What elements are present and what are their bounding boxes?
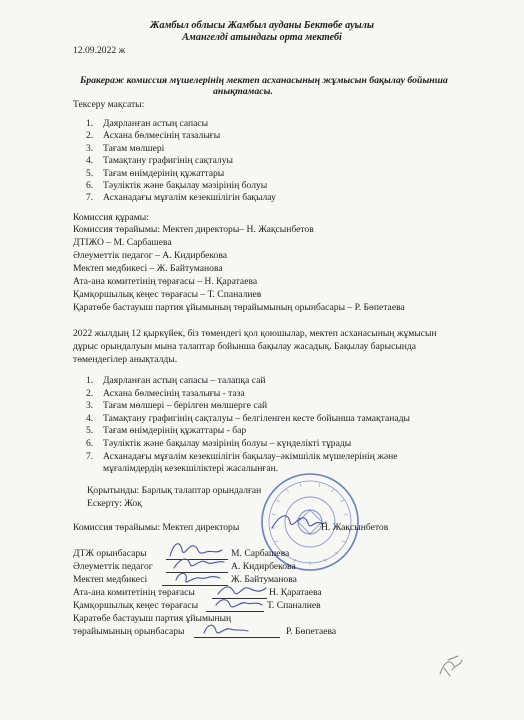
list-item: 7. Асханадағы мұғалім кезекшілігін бақылау–әкімшілік мүшелерінің және xyxy=(86,450,398,462)
signature-row-label: ДТЖ орынбасары xyxy=(73,548,147,559)
signature-row-name: Н. Қаратаева xyxy=(269,587,322,598)
list-item: 4. Тамақтану графигінің сақталуы xyxy=(86,155,233,167)
document-title-line1: Бракераж комиссия мүшелерінің мектеп асханасының жұмысын бақылау бойынша xyxy=(80,75,448,86)
signature-row-name: А. Кидирбекова xyxy=(231,561,296,572)
list-item: 4. Тамақтану графигінің сақталуы – белгіленген кесте бойынша тамақтанады xyxy=(86,412,410,424)
intro-line2: дұрыс орындалуын мына талаптар бойынша бақылау жасадық. Бақылау барысында xyxy=(73,341,417,352)
commission-member: Қаратөбе бастауыш партия ұйымының төрайымының орынбасары – Р. Бөпетаева xyxy=(73,302,405,313)
commission-member: Қамқоршылық кеңес төрағасы – Т. Спаналиев xyxy=(73,289,262,300)
intro-line3: төмендегілер анықталды. xyxy=(73,354,178,365)
list-item: 7. Асханадағы мұғалім кезекшілігін бақылау xyxy=(86,192,276,204)
chair-signature-name: Н. Жақсынбетов xyxy=(321,522,389,533)
commission-member: Әлеуметтік педагог – А. Кидирбекова xyxy=(73,250,227,261)
pen-mark-icon xyxy=(436,652,466,680)
signature-row-name: М. Сарбашева xyxy=(231,548,290,559)
school-header-line2: Амангелді атындағы орта мектебі xyxy=(182,32,342,43)
signature-icon xyxy=(200,619,252,639)
signature-row-label: Мектеп медбикесі xyxy=(73,574,148,585)
goals-list xyxy=(73,118,276,205)
school-header-line1: Жамбыл облысы Жамбыл ауданы Бектөбе ауылы xyxy=(150,20,374,31)
list-item: 5. Тағам өнімдерінің құжаттары xyxy=(86,167,225,179)
signature-last-label-line1: Қаратөбе бастауыш партия ұйымының xyxy=(73,613,232,624)
list-item: 3. Тағам мөлшері – берілген мөлшерге сай xyxy=(86,400,268,412)
list-item: 6. Тәуліктік және бақылау мәзірінің болуы – күнделікті тұрады xyxy=(86,437,352,449)
list-item: мұғалімдердің кезекшіліктері жасалынған. xyxy=(103,463,279,475)
list-item: 2. Асхана бөлмесінің тазалығы xyxy=(86,130,221,142)
signature-row-label: Әлеуметтік педагог xyxy=(73,561,153,572)
signature-icon xyxy=(212,593,266,613)
goals-heading: Тексеру мақсаты: xyxy=(73,99,145,110)
signature-row-label: Қамқоршылық кеңес төрағасы xyxy=(73,600,199,611)
findings-list xyxy=(73,375,410,476)
signature-row-name: Ж. Байтуманова xyxy=(231,574,297,585)
intro-line1: 2022 жылдың 12 қыркүйек, біз төмендегі қол қоюшылар, мектеп асханасының жұмысын xyxy=(73,328,437,339)
list-item: 1. Даярланған астың сапасы xyxy=(86,118,209,129)
signature-last-name: Р. Бөпетаева xyxy=(286,626,337,637)
commission-heading: Комиссия құрамы: xyxy=(73,212,149,223)
commission-member: ДТІЖО – М. Сарбашева xyxy=(73,237,172,248)
commission-member: Ата-ана комитетінің төрағасы – Н. Қаратаева xyxy=(73,276,258,287)
list-item: 3. Тағам мөлшері xyxy=(86,142,165,154)
document-title-line2: анықтамасы. xyxy=(213,86,273,97)
signature-last-label-line2: төрайымының орынбасары xyxy=(73,626,185,637)
commission-member: Комиссия төрайымы: Мектеп директоры– Н. Жақсынбетов xyxy=(73,224,314,235)
list-item: 2. Асхана бөлмесінің тазалығы - таза xyxy=(86,387,245,399)
document-date: 12.09.2022 ж xyxy=(73,45,126,56)
signature-row-label: Ата-ана комитетінің төрағасы xyxy=(73,587,195,598)
list-item: 1. Даярланған астың сапасы – талапқа сай xyxy=(86,375,266,386)
chair-signature-icon xyxy=(268,508,328,536)
note-text: Ескерту: Жоқ xyxy=(87,498,142,509)
commission-member: Мектеп медбикесі – Ж. Байтуманова xyxy=(73,263,223,274)
signature-row-name: Т. Спаналиев xyxy=(267,600,321,611)
conclusion-text: Қорытынды: Барлық талаптар орындалған xyxy=(87,485,262,496)
list-item: 6. Тәуліктік және бақылау мәзірінің болуы xyxy=(86,180,268,192)
list-item: 5. Тағам өнімдерінің құжаттары - бар xyxy=(86,425,247,437)
chair-signature-label: Комиссия төрайымы: Мектеп директоры xyxy=(73,522,240,533)
